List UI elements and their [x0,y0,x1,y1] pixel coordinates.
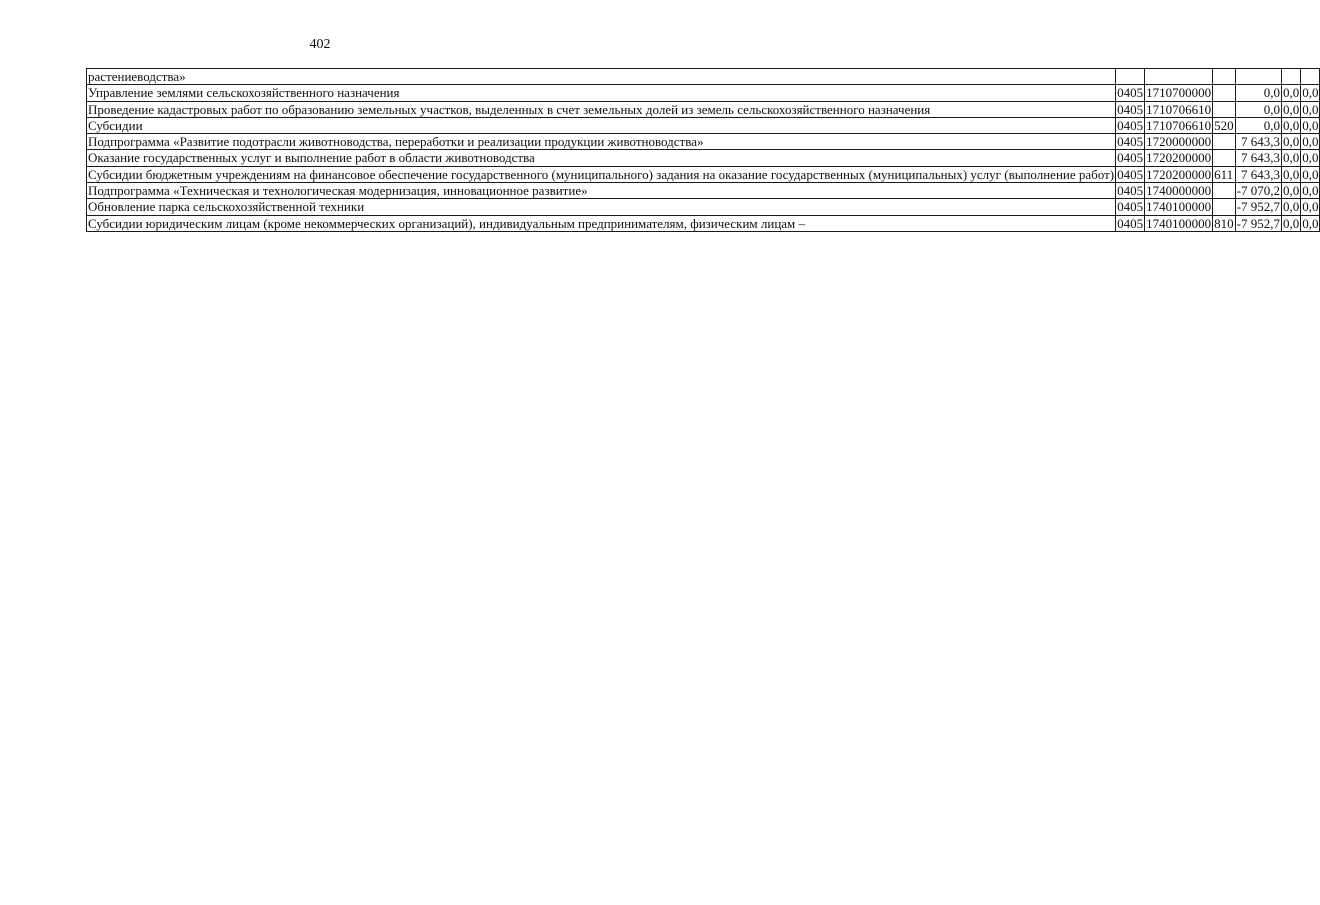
budget-table [86,68,1320,232]
row-name: Управление землями сельскохозяйственного назначения [87,85,1116,101]
table-row [87,85,1320,101]
row-target-article: 1740000000 [1146,183,1212,199]
table-row [87,215,1320,231]
row-name: Обновление парка сельскохозяйственной техники [87,199,1116,215]
row-value-2: 0,0 [1282,85,1300,101]
table-row [87,69,1320,85]
row-name: Субсидии юридическим лицам (кроме некоммерческих организаций), индивидуальным предпринимателям, физическим лицам – [87,215,1116,231]
row-value-1: 7 643,3 [1235,134,1281,150]
row-section: 0405 [1117,199,1144,215]
row-value-1: 0,0 [1235,85,1281,101]
row-value-2: 0,0 [1282,101,1300,117]
row-expense-type: 810 [1214,215,1234,231]
row-expense-type [1213,183,1236,199]
table-row [87,166,1320,182]
row-name: Оказание государственных услуг и выполнение работ в области животноводства [87,150,1116,166]
row-target-article [1145,69,1213,85]
table-row [87,117,1320,133]
row-value-2: 0,0 [1282,134,1300,150]
row-value-3: 0,0 [1302,215,1319,231]
row-section: 0405 [1117,166,1144,182]
row-section: 0405 [1117,183,1144,199]
row-expense-type [1213,150,1236,166]
row-value-2: 0,0 [1282,199,1300,215]
row-value-2: 0,0 [1282,117,1300,133]
row-expense-type: 520 [1214,117,1234,133]
row-expense-type [1213,85,1236,101]
row-value-3: 0,0 [1302,183,1319,199]
row-expense-type [1213,101,1236,117]
row-section: 0405 [1117,117,1144,133]
table-row [87,101,1320,117]
row-value-3 [1301,69,1320,85]
row-value-2: 0,0 [1282,150,1300,166]
row-value-1: 0,0 [1235,117,1281,133]
row-value-3: 0,0 [1302,117,1319,133]
row-value-1: -7 952,7 [1236,199,1280,215]
row-section: 0405 [1117,215,1144,231]
row-section [1116,69,1145,85]
row-expense-type: 611 [1214,166,1234,182]
row-target-article: 1720200000 [1146,150,1212,166]
row-expense-type [1213,69,1236,85]
row-value-2 [1281,69,1300,85]
row-value-3: 0,0 [1302,166,1319,182]
row-value-2: 0,0 [1282,183,1300,199]
row-expense-type [1213,199,1236,215]
row-name: Субсидии [87,117,1116,133]
table-row [87,183,1320,199]
row-name: Субсидии бюджетным учреждениям на финансовое обеспечение государственного (муниципального) задания на оказание государственных (муниципальных) услуг (выполнение работ) [88,166,1115,182]
row-value-1: 7 643,3 [1235,166,1281,182]
row-name: Подпрограмма «Техническая и технологическая модернизация, инновационное развитие» [87,183,1116,199]
table-row [87,150,1320,166]
row-value-3: 0,0 [1302,85,1319,101]
table-row [87,199,1320,215]
row-value-2: 0,0 [1282,215,1300,231]
row-value-1: -7 070,2 [1236,183,1280,199]
row-target-article: 1710700000 [1146,85,1212,101]
row-value-3: 0,0 [1302,134,1319,150]
table-row [87,134,1320,150]
row-value-1: -7 952,7 [1236,215,1280,231]
row-name: растениеводства» [87,69,1116,85]
row-value-1: 7 643,3 [1235,150,1281,166]
row-section: 0405 [1117,101,1144,117]
row-target-article: 1710706610 [1146,117,1212,133]
row-name: Подпрограмма «Развитие подотрасли животноводства, переработки и реализации продукции животноводства» [87,134,1116,150]
row-value-1 [1235,69,1281,85]
row-value-1: 0,0 [1235,101,1281,117]
page-number: 402 [309,37,331,52]
row-section: 0405 [1117,85,1144,101]
row-section: 0405 [1117,150,1144,166]
row-value-2: 0,0 [1282,166,1300,182]
row-value-3: 0,0 [1302,101,1319,117]
row-target-article: 1740100000 [1146,215,1212,231]
row-target-article: 1710706610 [1146,101,1212,117]
row-value-3: 0,0 [1302,150,1319,166]
row-target-article: 1720200000 [1146,166,1212,182]
row-target-article: 1740100000 [1146,199,1212,215]
row-section: 0405 [1117,134,1144,150]
row-name: Проведение кадастровых работ по образованию земельных участков, выделенных в счет земельных долей из земель сельскохозяйственного назначения [87,101,1116,117]
row-target-article: 1720000000 [1146,134,1212,150]
row-value-3: 0,0 [1302,199,1319,215]
row-expense-type [1213,134,1236,150]
